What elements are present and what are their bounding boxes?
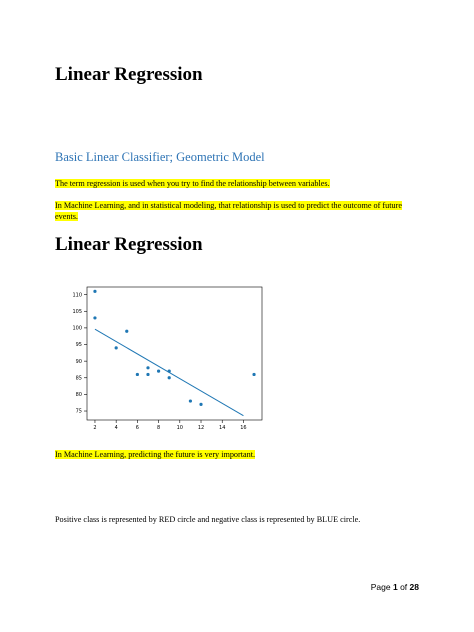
footer-middle: of [397, 582, 410, 592]
data-point [93, 316, 96, 319]
data-point [93, 290, 96, 293]
footer-prefix: Page [370, 582, 393, 592]
y-tick-label: 100 [72, 325, 82, 332]
data-point [146, 366, 149, 369]
paragraph-regression-definition [55, 179, 420, 190]
data-point [252, 373, 255, 376]
x-tick-label: 2 [93, 425, 97, 431]
data-point [157, 370, 160, 373]
y-tick-label: 75 [75, 408, 82, 415]
x-tick-label: 6 [135, 425, 139, 431]
y-tick-label: 80 [75, 392, 82, 399]
y-tick-label: 90 [75, 358, 82, 365]
paragraph-ml-relationship [55, 201, 420, 222]
y-tick-label: 95 [75, 342, 82, 349]
y-tick-label: 110 [72, 292, 82, 299]
x-tick-label: 10 [176, 425, 183, 431]
paragraph-predicting-future [55, 450, 420, 461]
data-point [115, 346, 118, 349]
x-tick-label: 4 [114, 425, 118, 431]
page-number-footer [371, 582, 419, 592]
section-heading: Linear Regression [55, 234, 203, 255]
y-tick-label: 105 [72, 308, 82, 315]
footer-current-page: 1 [392, 582, 398, 592]
x-tick-label: 8 [156, 425, 161, 431]
paragraph-class-colors: Positive class is represented by RED circle and negative class is represented by BLUE circle. [55, 515, 361, 524]
data-point [136, 373, 139, 376]
data-point [146, 373, 149, 376]
y-tick-label: 85 [75, 375, 82, 382]
data-point [125, 330, 128, 333]
plot-frame [87, 287, 262, 420]
data-point [168, 376, 171, 379]
data-point [199, 403, 202, 406]
section-subheading: Basic Linear Classifier; Geometric Model [55, 150, 265, 164]
x-tick-label: 16 [240, 425, 247, 431]
scatter-chart [55, 282, 270, 432]
x-tick-label: 12 [197, 425, 205, 431]
highlighted-text: In Machine Learning, predicting the future is very important. [55, 450, 256, 459]
highlighted-text: In Machine Learning, and in statistical modeling, that relationship is used to predict the outcome of future events. [55, 201, 402, 221]
x-tick-label: 14 [219, 425, 226, 431]
page-title: Linear Regression [55, 64, 203, 85]
data-point [168, 370, 171, 373]
data-point [189, 399, 192, 402]
footer-total-pages: 28 [409, 582, 419, 592]
highlighted-text: The term regression is used when you try to find the relationship between variables. [55, 179, 330, 188]
